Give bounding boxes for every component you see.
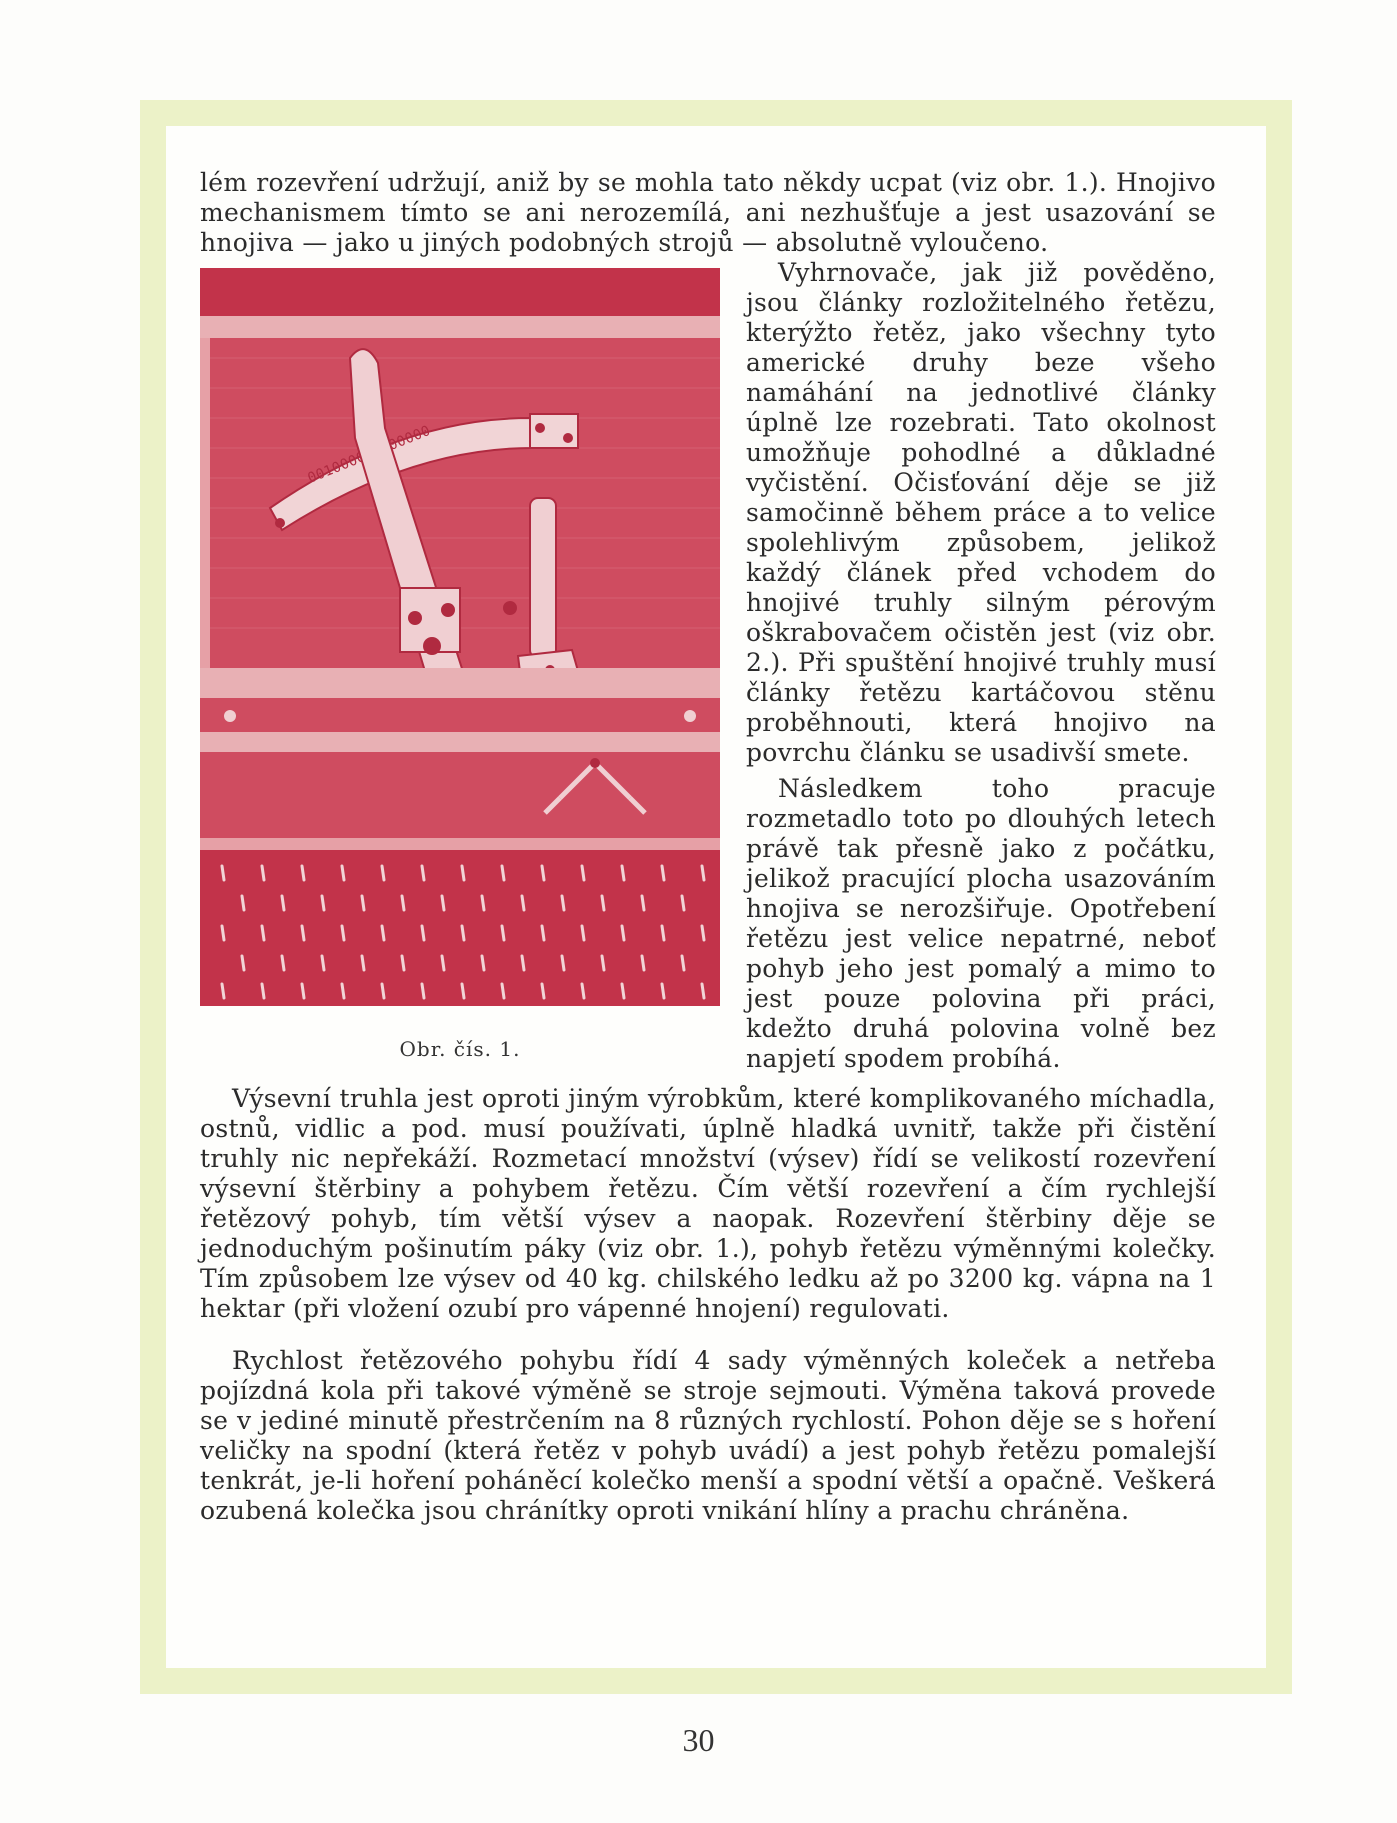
- paragraph-1: Vyhrnovače, jak již pověděno, jsou články rozložitelného řetězu, kterýžto řetěz, jako všechny tyto americké druhy beze všeho namáhání na jednotlivé články úplně lze rozebrati. Tato okolnost umožňuje pohodlné a důkladné vyčistění. Očisťování děje se již samočinně během práce a to velice spolehlivým způsobem, jelikož každý článek před vchodem do hnojivé truhly silným pérovým oškrabovačem očistěn jest (viz obr. 2.). Při spuštění hnojivé truhly musí články řetězu kartáčovou stěnu proběhnouti, která hnojivo na povrchu článku se usadivší smete.: [746, 258, 1216, 767]
- article-body: [200, 168, 1216, 1526]
- paragraph-3: Výsevní truhla jest oproti jiným výrobkům, které komplikovaného míchadla, ostnů, vidlic a pod. musí používati, úplně hladká uvnitř, takže při čistění truhly nic nepřekáží. Rozmetací množství (výsev) řídí se velikostí rozevření výsevní štěrbiny a pohybem řetězu. Čím větší rozevření a čím rychlejší řetězový pohyb, tím větší výsev a naopak. Rozevření štěrbiny děje se jednoduchým pošinutím páky (viz obr. 1.), pohyb řetězu výměnnými kolečky. Tím způsobem lze výsev od 40 kg. chilského ledku až po 3200 kg. vápna na 1 hektar (při vložení ozubí pro vápenné hnojení) regulovati.: [200, 1084, 1216, 1323]
- paragraph-4: Rychlost řetězového pohybu řídí 4 sady výměnných koleček a netřeba pojízdná kola při takové výměně se stroje sejmouti. Výměna taková provede se v jediné minutě přestrčením na 8 různých rychlostí. Pohon děje se s hoření veličky na spodní (která řetěz v pohyb uvádí) a jest pohyb řetězu pomalejší tenkrát, je-li hoření poháněcí kolečko menší a spodní větší a opačně. Veškerá ozubená kolečka jsou chránítky oproti vnikání hlíny a prachu chráněna.: [200, 1346, 1216, 1525]
- page-number: 30: [682, 1722, 715, 1758]
- machine-lever-illustration: [200, 268, 720, 1006]
- figure-1: [200, 268, 720, 1064]
- intro-paragraph: lém rozevření udržují, aniž by se mohla tato někdy ucpat (viz obr. 1.). Hnojivo mechanismem tímto se ani nerozemílá, ani nezhušťuje a jest usazování se hnojiva — jako u jiných podobných strojů — absolutně vyloučeno.: [200, 168, 1216, 257]
- figure-caption: Obr. čís. 1.: [399, 1037, 521, 1061]
- paragraph-2: Následkem toho pracuje rozmetadlo toto po dlouhých letech právě tak přesně jako z počátku, jelikož pracující plocha usazováním hnojiva se nerozšiřuje. Opotřebení řetězu jest velice nepatrné, neboť pohyb jeho jest pomalý a mimo to jest pouze polovina při práci, kdežto druhá polovina volně bez napjetí spodem probíhá.: [746, 774, 1216, 1073]
